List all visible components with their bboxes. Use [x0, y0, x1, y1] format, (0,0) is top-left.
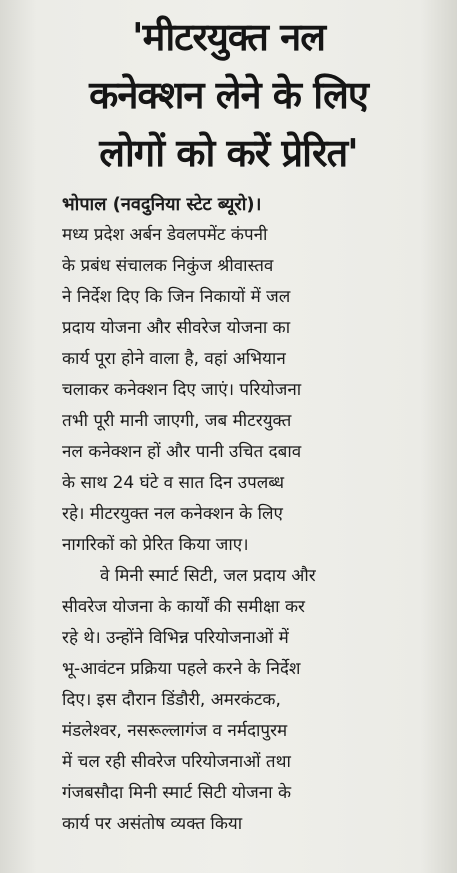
article-line: ने निर्देश दिए कि जिन निकायों में जल [62, 287, 291, 307]
article-line: तभी पूरी मानी जाएगी, जब मीटरयुक्त [62, 411, 292, 431]
article-line: रहे थे। उन्होंने विभिन्न परियोजनाओं में [62, 628, 289, 648]
article-line: मंडलेश्वर, नसरूल्लागंज व नर्मदापुरम [62, 721, 288, 741]
article-line: गंजबसौदा मिनी स्मार्ट सिटी योजना के [62, 783, 292, 803]
article-line: दिए। इस दौरान डिंडौरी, अमरकंटक, [62, 690, 281, 710]
article-line: में चल रही सीवरेज परियोजनाओं तथा [62, 752, 291, 772]
article-line: भू-आवंटन प्रक्रिया पहले करने के निर्देश [62, 659, 301, 679]
article-line: के प्रबंध संचालक निकुंज श्रीवास्तव [62, 256, 274, 276]
article-line: सीवरेज योजना के कार्यों की समीक्षा कर [62, 597, 305, 617]
article-line: नागरिकों को प्रेरित किया जाए। [62, 535, 249, 555]
article-line: मध्य प्रदेश अर्बन डेवलपमेंट कंपनी [62, 225, 268, 245]
article-line: कार्य पर असंतोष व्यक्त किया [62, 814, 243, 834]
headline-line-2: कनेक्शन लेने के लिए [89, 73, 368, 117]
article-line: के साथ 24 घंटे व सात दिन उपलब्ध [62, 473, 285, 493]
article-line: कार्य पूरा होने वाला है, वहां अभियान [62, 349, 286, 369]
dateline: भोपाल (नवदुनिया स्टेट ब्यूरो)। [62, 194, 262, 215]
article-line-indented: वे मिनी स्मार्ट सिटी, जल प्रदाय और [100, 566, 316, 586]
headline-line-3: लोगों को करें प्रेरित' [99, 131, 358, 175]
article-line: नल कनेक्शन हों और पानी उचित दबाव [62, 442, 302, 462]
article-line: प्रदाय योजना और सीवरेज योजना का [62, 318, 291, 338]
article-line: रहे। मीटरयुक्त नल कनेक्शन के लिए [62, 504, 283, 524]
headline-line-1: 'मीटरयुक्त नल [131, 15, 326, 59]
article-line: चलाकर कनेक्शन दिए जाएं। परियोजना [62, 380, 302, 400]
